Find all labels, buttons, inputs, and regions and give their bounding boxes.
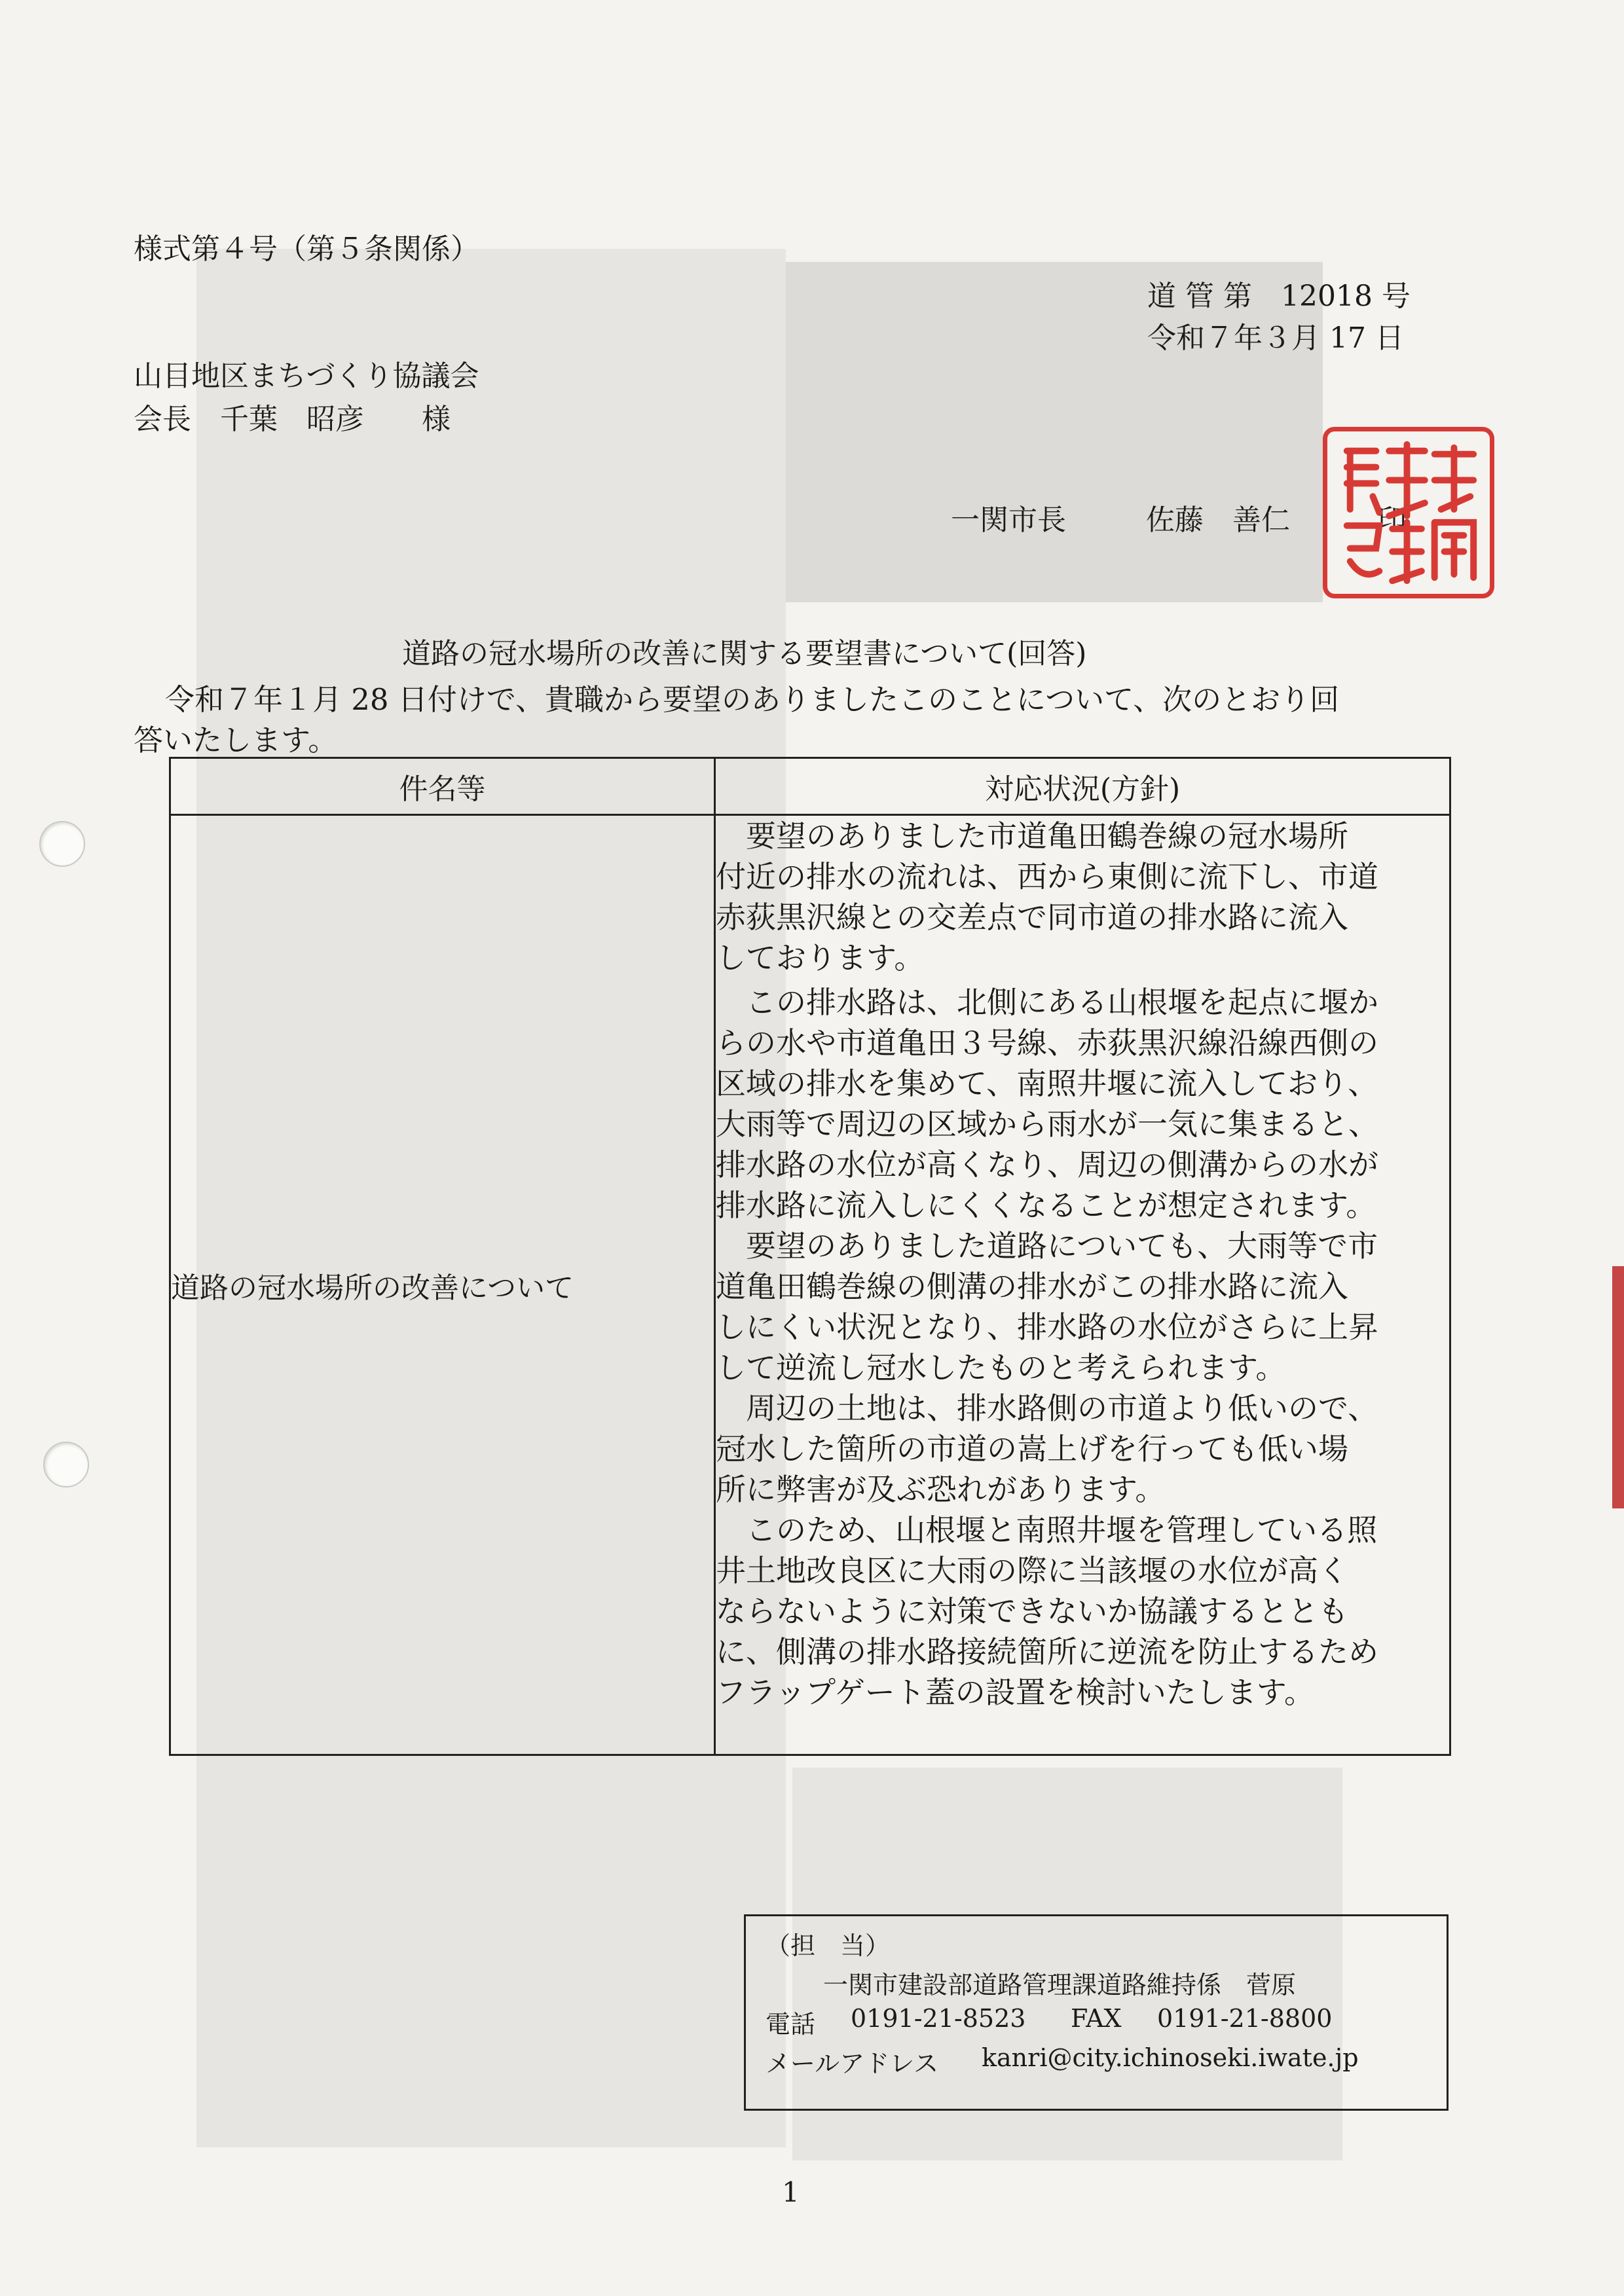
recipient-name: 会長 千葉 昭彦 様 bbox=[134, 403, 451, 436]
punch-hole-bottom bbox=[43, 1442, 89, 1487]
response-line: して逆流し冠水したものと考えられます。 bbox=[716, 1350, 1286, 1385]
subject-cell: 道路の冠水場所の改善について bbox=[170, 815, 715, 1755]
response-line: しております。 bbox=[716, 940, 925, 975]
response-paragraph-3 bbox=[716, 1226, 1449, 1388]
contact-label: （担 当） bbox=[766, 1931, 891, 1960]
contact-phone-label: 電話 bbox=[766, 2010, 816, 2039]
response-paragraph-5 bbox=[716, 1510, 1449, 1713]
form-number: 様式第４号（第５条関係） bbox=[134, 232, 479, 266]
table-header-row bbox=[170, 758, 1450, 815]
header-response-status: 対応状況(方針) bbox=[715, 758, 1450, 815]
response-table bbox=[169, 757, 1451, 1756]
response-line: 要望のありました道路についても、大雨等で市 bbox=[746, 1228, 1378, 1264]
contact-box bbox=[744, 1914, 1449, 2111]
header-subject: 件名等 bbox=[170, 758, 715, 815]
response-line: 排水路の水位が高くなり、周辺の側溝からの水が bbox=[716, 1147, 1378, 1182]
response-line: 所に弊害が及ぶ恐れがあります。 bbox=[716, 1472, 1166, 1507]
response-line: に、側溝の排水路接続箇所に逆流を防止するため bbox=[716, 1634, 1378, 1669]
response-line: 大雨等で周辺の区域から雨水が一気に集まると、 bbox=[716, 1106, 1378, 1142]
response-line: ならないように対策できないか協議するととも bbox=[716, 1594, 1348, 1629]
official-seal bbox=[1323, 427, 1494, 598]
response-line: 赤荻黒沢線との交差点で同市道の排水路に流入 bbox=[716, 900, 1348, 935]
response-line: 冠水した箇所の市道の嵩上げを行っても低い場 bbox=[716, 1431, 1348, 1467]
contact-email-label: メールアドレス bbox=[766, 2049, 939, 2078]
seal-glyphs bbox=[1327, 431, 1490, 594]
response-line: このため、山根堰と南照井堰を管理している照 bbox=[746, 1512, 1378, 1548]
subject-title: 道路の冠水場所の改善に関する要望書について(回答) bbox=[402, 637, 1087, 670]
intro-line-1: 令和７年１月 28 日付けで、貴職から要望のありましたこのことについて、次のとおり回 bbox=[165, 682, 1340, 717]
response-cell bbox=[715, 815, 1450, 1755]
red-index-tab bbox=[1612, 1266, 1624, 1508]
contact-department: 一関市建設部道路管理課道路維持係 菅原 bbox=[823, 1971, 1297, 1999]
response-line: 周辺の土地は、排水路側の市道より低いので、 bbox=[746, 1391, 1378, 1426]
response-paragraph-4 bbox=[716, 1388, 1449, 1510]
contact-phone: 0191-21-8523 bbox=[851, 2004, 1026, 2033]
document-number: 道 管 第 12018 号 bbox=[1147, 280, 1411, 313]
page-number: 1 bbox=[782, 2176, 800, 2208]
intro-line-2: 答いたします。 bbox=[134, 723, 338, 757]
response-line: 井土地改良区に大雨の際に当該堰の水位が高く bbox=[716, 1553, 1348, 1588]
response-line: らの水や市道亀田３号線、赤荻黒沢線沿線西側の bbox=[716, 1025, 1378, 1061]
sender-name: 佐藤 善仁 bbox=[1146, 503, 1290, 537]
response-line: 付近の排水の流れは、西から東側に流下し、市道 bbox=[716, 859, 1378, 894]
contact-fax: 0191-21-8800 bbox=[1157, 2004, 1333, 2033]
recipient-organization: 山目地区まちづくり協議会 bbox=[134, 359, 479, 393]
sender-title: 一関市長 bbox=[951, 503, 1066, 537]
response-line: 要望のありました市道亀田鶴巻線の冠水場所 bbox=[746, 818, 1348, 854]
response-line: この排水路は、北側にある山根堰を起点に堰か bbox=[746, 985, 1378, 1020]
contact-email[interactable]: kanri@city.ichinoseki.iwate.jp bbox=[982, 2043, 1359, 2072]
response-line: 道亀田鶴巻線の側溝の排水がこの排水路に流入 bbox=[716, 1269, 1348, 1304]
response-line: フラップゲート蓋の設置を検討いたします。 bbox=[716, 1675, 1315, 1710]
response-paragraph-2 bbox=[716, 982, 1449, 1226]
response-line: 排水路に流入しにくくなることが想定されます。 bbox=[716, 1188, 1376, 1223]
contact-fax-label: FAX bbox=[1071, 2004, 1122, 2033]
document-date: 令和７年３月 17 日 bbox=[1147, 321, 1404, 355]
response-line: しにくい状況となり、排水路の水位がさらに上昇 bbox=[716, 1309, 1378, 1345]
table-row bbox=[170, 815, 1450, 1755]
seal-mark: 印 bbox=[1378, 503, 1407, 537]
response-line: 区域の排水を集めて、南照井堰に流入しており、 bbox=[716, 1066, 1378, 1101]
response-paragraph-1 bbox=[716, 816, 1449, 978]
punch-hole-top bbox=[39, 821, 85, 867]
